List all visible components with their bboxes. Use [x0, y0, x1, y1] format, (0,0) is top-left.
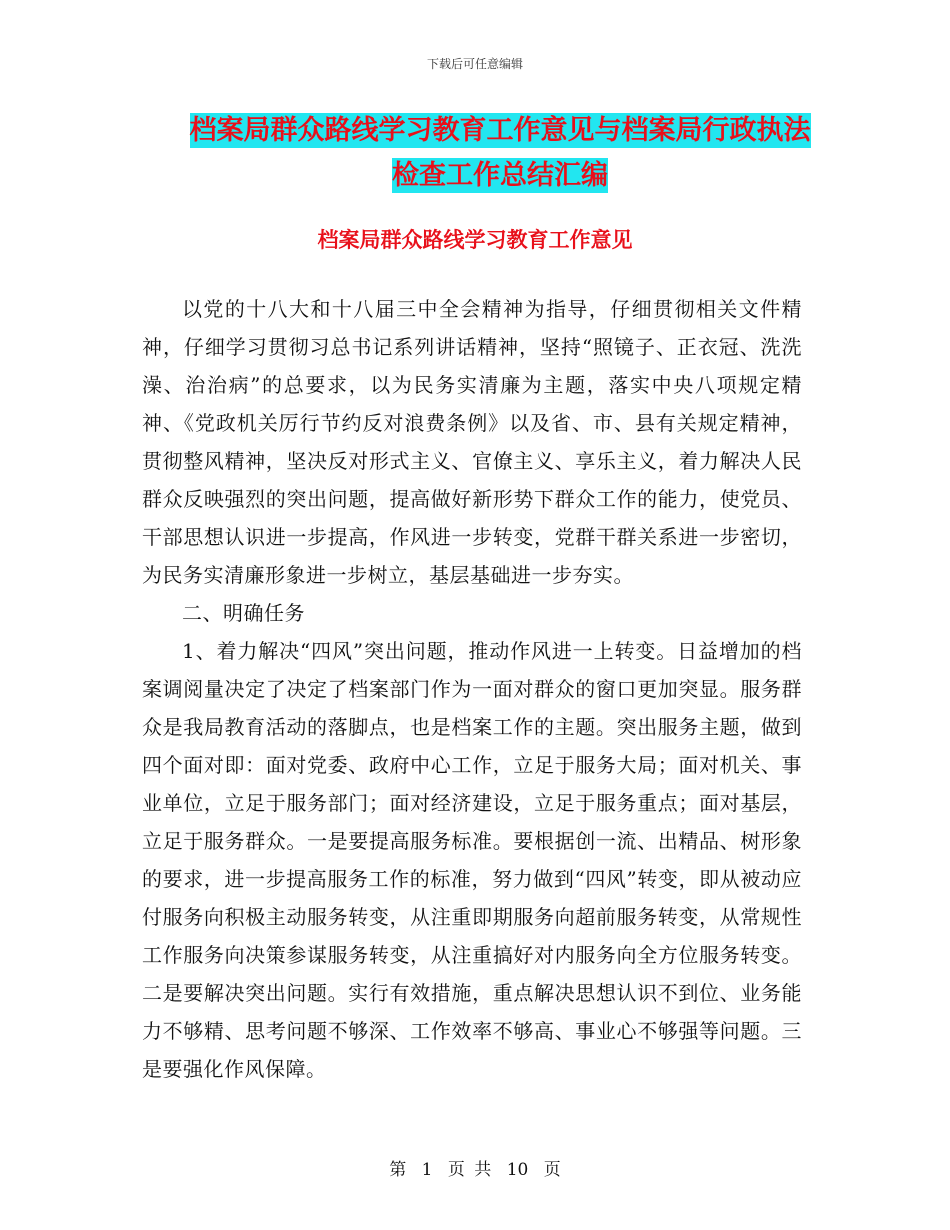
footer-suffix: 页: [543, 1160, 561, 1180]
page-footer: [0, 1155, 950, 1180]
footer-middle: 页 共: [447, 1160, 492, 1180]
header-note: 下载后可任意编辑: [426, 57, 523, 71]
paragraph: 1、着力解决“四风”突出问题，推动作风进一上转变。日益增加的档案调阅量决定了决定了档案部门作为一面对群众的窗口更加突显。服务群众是我局教育活动的落脚点，也是档案工作的主题。突出服务主题，做到四个面对即：面对党委、政府中心工作，立足于服务大局；面对机关、事业单位，立足于服务部门；面对经济建设，立足于服务重点；面对基层，立足于服务群众。一是要提高服务标准。要根据创一流、出精品、树形象的要求，进一步提高服务工作的标准，努力做到“四风”转变，即从被动应付服务向积极主动服务转变，从注重即期服务向超前服务转变，从常规性工作服务向决策参谋服务转变，从注重搞好对内服务向全方位服务转变。二是要解决突出问题。实行有效措施，重点解决思想认识不到位、业务能力不够精、思考问题不够深、工作效率不够高、事业心不够强等问题。三是要强化作风保障。: [142, 639, 802, 1081]
footer-prefix: 第: [389, 1160, 407, 1180]
document-title-line-2: 检查工作总结汇编: [392, 160, 608, 191]
paragraph: 二、明确任务: [182, 601, 305, 625]
footer-page-number: 1: [421, 1160, 433, 1180]
document-title: [140, 108, 860, 198]
document-title-line-1: 档案局群众路线学习教育工作意见与档案局行政执法: [189, 115, 811, 146]
paragraph: 以党的十八大和十八届三中全会精神为指导，仔细贯彻相关文件精神，仔细学习贯彻习总书记系列讲话精神，坚持“照镜子、正衣冠、洗洗澡、治治病”的总要求，以为民务实清廉为主题，落实中央八项规定精神、《党政机关厉行节约反对浪费条例》以及省、市、县有关规定精神，贯彻整风精神，坚决反对形式主义、官僚主义、享乐主义，着力解决人民群众反映强烈的突出问题，提高做好新形势下群众工作的能力，使党员、干部思想认识进一步提高，作风进一步转变，党群干群关系进一步密切，为民务实清廉形象进一步树立，基层基础进一步夯实。: [142, 297, 802, 587]
section-title: 档案局群众路线学习教育工作意见: [317, 228, 633, 252]
body-text: [142, 290, 802, 1088]
footer-total-pages: 10: [506, 1160, 529, 1180]
